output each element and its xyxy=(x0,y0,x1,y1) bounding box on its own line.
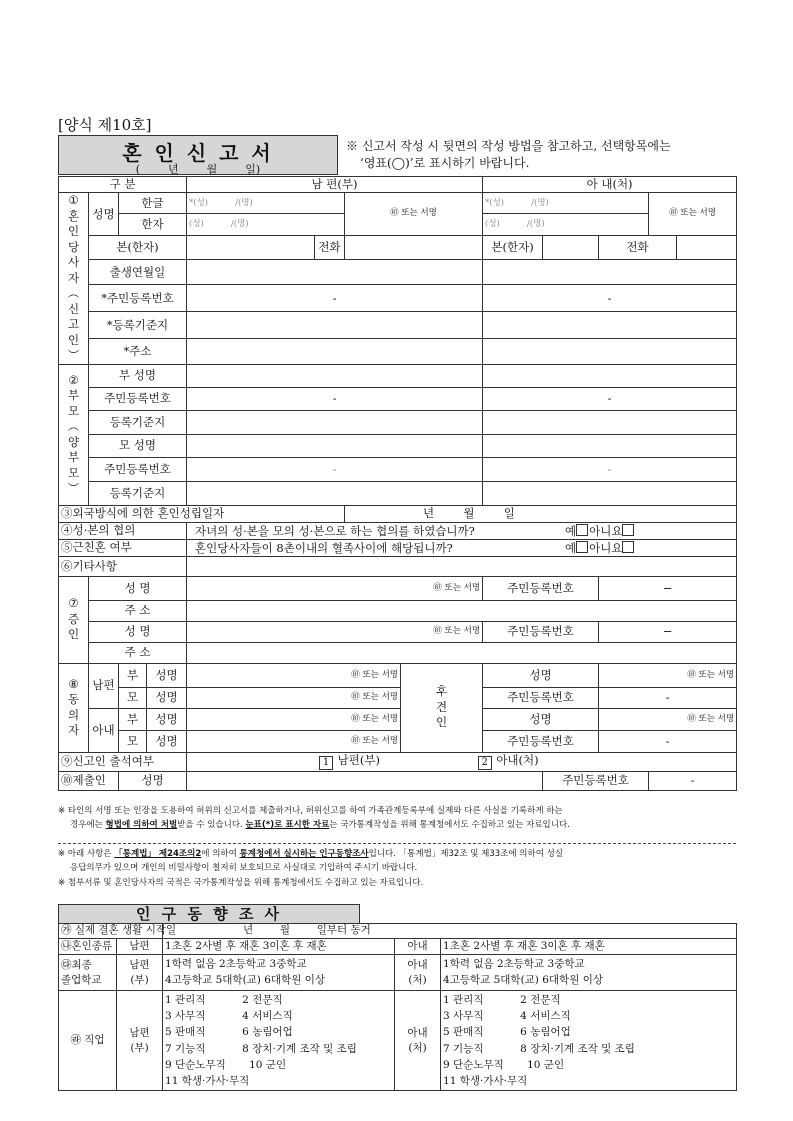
name-label: 성명 xyxy=(89,193,119,236)
guardian-label: 후 견 인 xyxy=(401,663,483,752)
consent-wife-father-name-label: 성명 xyxy=(147,708,187,730)
hanja-label: 한자 xyxy=(119,214,187,235)
witness2-seal[interactable]: ㊞ 또는 서명 xyxy=(187,621,483,642)
attendance-option1-box[interactable]: 1 xyxy=(319,756,333,770)
other-matters-label: ⑥기타사항 xyxy=(59,556,187,576)
guardian1-rrn[interactable]: - xyxy=(599,687,737,708)
guardian1-name-label: 성명 xyxy=(483,663,599,687)
report-date-line: ( 년 월 일) xyxy=(135,163,261,176)
husband-father-name[interactable] xyxy=(187,364,483,387)
wife-mother-reg-base[interactable] xyxy=(483,481,737,505)
surname-no-checkbox[interactable] xyxy=(622,524,634,536)
section2-label: ② 부 모 ︵ 양 부 모 ︶ xyxy=(59,364,89,505)
mother-rrn-label: 주민등록번호 xyxy=(89,457,187,481)
husband-father-reg-base[interactable] xyxy=(187,410,483,434)
consent-husband-mother-seal[interactable]: ㊞ 또는 서명 xyxy=(187,687,401,708)
marriage-type-husband-label: 남편 xyxy=(117,939,163,955)
surname-yes-checkbox[interactable] xyxy=(576,524,588,536)
consanguinity-no-checkbox[interactable] xyxy=(622,541,634,553)
guardian2-rrn-label: 주민등록번호 xyxy=(483,730,599,752)
witness2-address-label: 주 소 xyxy=(89,642,187,663)
witness2-name-label: 성 명 xyxy=(89,621,187,642)
witness1-rrn-label: 주민등록번호 xyxy=(483,576,599,600)
husband-seal[interactable]: ㊞ 또는 서명 xyxy=(345,193,483,236)
survey-title-box xyxy=(58,904,360,924)
consent-husband-father-name-label: 성명 xyxy=(147,663,187,687)
consent-wife-mother-seal[interactable]: ㊞ 또는 서명 xyxy=(187,730,401,752)
section8-label: ⑧ 동 의 자 xyxy=(59,663,89,752)
attendance-option2-box[interactable]: 2 xyxy=(478,756,492,770)
attendance-option2: 아내(처) xyxy=(496,752,539,767)
husband-rrn[interactable]: - xyxy=(187,285,483,312)
submitter-rrn[interactable]: - xyxy=(649,771,737,790)
consanguinity-row xyxy=(187,539,737,556)
wife-phone[interactable] xyxy=(677,235,737,259)
marriage-type-wife-label: 아내 xyxy=(395,939,441,955)
husband-father-rrn[interactable]: - xyxy=(187,387,483,410)
husband-phone-label: 전화 xyxy=(315,235,345,259)
husband-birth[interactable] xyxy=(187,259,483,285)
guardian2-name-label: 성명 xyxy=(483,708,599,730)
husband-mother-reg-base[interactable] xyxy=(187,481,483,505)
form-number: [양식 제10호] xyxy=(58,116,152,134)
section1-label: ① 혼 인 당 사 자 ︵ 신 고 인 ︶ xyxy=(59,193,89,365)
wife-bon[interactable] xyxy=(543,235,599,259)
consent-husband-label: 남편 xyxy=(89,663,119,708)
wife-address[interactable] xyxy=(483,338,737,364)
occupation-wife-options[interactable]: 1 관리직 2 전문직 3 사무직 4 서비스직 5 판매직 6 농림어업 7 기능직 8 장치·기계 조작 및 조립 9 단순노무직 10 군인 11 학생·가사·무직 xyxy=(441,991,737,1091)
witness1-address-label: 주 소 xyxy=(89,600,187,621)
father-name-label: 부 성명 xyxy=(89,364,187,387)
husband-bon[interactable] xyxy=(187,235,315,259)
surname-agreement-row xyxy=(187,522,737,539)
consent-wife-father-seal[interactable]: ㊞ 또는 서명 xyxy=(187,708,401,730)
witness1-address[interactable] xyxy=(187,600,737,621)
wife-mother-rrn[interactable]: - xyxy=(483,457,737,481)
consent-wife-mother-name-label: 성명 xyxy=(147,730,187,752)
consent-wife-mother: 모 xyxy=(119,730,147,752)
header-category: 구 분 xyxy=(59,177,187,193)
surname-no: 아니요 xyxy=(589,523,623,538)
wife-seal[interactable]: ㊞ 또는 서명 xyxy=(649,193,737,236)
husband-mother-name[interactable] xyxy=(187,434,483,457)
wife-bon-label: 본(한자) xyxy=(483,235,543,259)
instruction-text: ※ 신고서 작성 시 뒷면의 작성 방법을 참고하고, 선택항목에는 ‘영표(◯)’로 표시하기 바랍니다. xyxy=(346,139,671,170)
surname-agreement-label: ④성·본의 협의 xyxy=(59,522,187,539)
submitter-label: ⑩제출인 xyxy=(59,771,119,790)
wife-reg-base[interactable] xyxy=(483,312,737,339)
witness2-rrn-label: 주민등록번호 xyxy=(483,621,599,642)
witness2-rrn[interactable]: − xyxy=(599,621,737,642)
consanguinity-yes-checkbox[interactable] xyxy=(576,541,588,553)
witness1-seal[interactable]: ㊞ 또는 서명 xyxy=(187,576,483,600)
husband-phone[interactable] xyxy=(345,235,483,259)
husband-reg-base[interactable] xyxy=(187,312,483,339)
marriage-report-table xyxy=(58,176,737,791)
consent-husband-father-seal[interactable]: ㊞ 또는 서명 xyxy=(187,663,401,687)
rrn-label: *주민등록번호 xyxy=(89,285,187,312)
attendance-label: ⑨신고인 출석여부 xyxy=(59,752,187,771)
bon-label: 본(한자) xyxy=(89,235,187,259)
husband-hanja-name[interactable]: (성) /(명) xyxy=(187,214,345,235)
wife-father-reg-base[interactable] xyxy=(483,410,737,434)
section7-label: ⑦ 증 인 xyxy=(59,576,89,663)
witness2-address[interactable] xyxy=(187,642,737,663)
education-husband-label: 남편 (부) xyxy=(117,955,163,991)
hangul-label: 한글 xyxy=(119,193,187,214)
consent-wife-label: 아내 xyxy=(89,708,119,752)
cohabitation-start-date[interactable]: 년 월 일부터 동거 xyxy=(163,924,737,939)
wife-phone-label: 전화 xyxy=(599,235,677,259)
other-matters-field[interactable] xyxy=(187,556,737,576)
wife-birth[interactable] xyxy=(483,259,737,285)
divider xyxy=(58,843,736,844)
occupation-label: ㉱ 직업 xyxy=(59,991,117,1091)
header-wife: 아 내(처) xyxy=(483,177,737,193)
population-survey-table xyxy=(58,923,737,1091)
marriage-type-wife-options[interactable]: 1초혼 2사별 후 재혼 3이혼 후 재혼 xyxy=(441,939,737,955)
father-reg-base-label: 등록기준지 xyxy=(89,410,187,434)
surname-yes: 예 xyxy=(565,523,577,538)
occupation-husband-options[interactable]: 1 관리직 2 전문직 3 사무직 4 서비스직 5 판매직 6 농림어업 7 기능직 8 장치·기계 조작 및 조립 9 단순노무직 10 군인 11 학생·가사·무직 xyxy=(163,991,395,1091)
education-wife-options[interactable]: 1학력 없음 2초등학교 3중학교 4고등학교 5대학(교) 6대학원 이상 xyxy=(441,955,737,991)
header-husband: 남 편(부) xyxy=(187,177,483,193)
wife-father-rrn[interactable]: - xyxy=(483,387,737,410)
wife-rrn[interactable]: - xyxy=(483,285,737,312)
education-wife-label: 아내 (처) xyxy=(395,955,441,991)
consanguinity-no: 아니요 xyxy=(589,540,623,555)
occupation-wife-label: 아내 (처) xyxy=(395,991,441,1091)
legal-notice: ※ 타인의 서명 또는 인장을 도용하여 허위의 신고서를 제출하거나, 허위신고를 하여 가족관계등록부에 실제와 다른 사실을 기록하게 하는 경우에는 형법에 의하여 처벌받을 수 있습니다. 눈표(*)로 표시한 자료는 국가통계작성을 위해 통계청에서도 수집하고 있는 자료입니다. xyxy=(58,806,570,831)
guardian2-rrn[interactable]: - xyxy=(599,730,737,752)
guardian1-seal[interactable]: ㊞ 또는 서명 xyxy=(599,663,737,687)
wife-hanja-name[interactable]: (성) /(명) xyxy=(483,214,649,235)
foreign-marriage-date[interactable]: 년 월 일 xyxy=(345,505,737,522)
consent-husband-father: 부 xyxy=(119,663,147,687)
marriage-type-husband-options[interactable]: 1초혼 2사별 후 재혼 3이혼 후 재혼 xyxy=(163,939,395,955)
occupation-husband-label: 남편 (부) xyxy=(117,991,163,1091)
wife-mother-name[interactable] xyxy=(483,434,737,457)
cohabitation-start-label: ㉮ 실제 결혼 생활 시작일 xyxy=(59,924,163,939)
submitter-name[interactable] xyxy=(187,771,543,790)
guardian1-rrn-label: 주민등록번호 xyxy=(483,687,599,708)
marriage-type-label: ㉯혼인종류 xyxy=(59,939,117,955)
form-title-box xyxy=(58,135,338,175)
submitter-rrn-label: 주민등록번호 xyxy=(543,771,649,790)
attendance-options xyxy=(187,752,737,771)
submitter-name-label: 성명 xyxy=(119,771,187,790)
husband-address[interactable] xyxy=(187,338,483,364)
guardian2-seal[interactable]: ㊞ 또는 서명 xyxy=(599,708,737,730)
wife-hangul-name[interactable]: *(성) /(명) xyxy=(483,193,649,214)
form-title: 혼 인 신 고 서 xyxy=(122,141,274,165)
father-rrn-label: 주민등록번호 xyxy=(89,387,187,410)
education-label: ㉰최종 졸업학교 xyxy=(59,955,117,991)
foreign-marriage-label: ③외국방식에 의한 혼인성립일자 xyxy=(59,505,345,522)
statistics-notice: ※ 아래 사항은 「통계법」 제24조의2에 의하여 통계청에서 실시하는 인구동향조사입니다. 「통계법」제32조 및 제33조에 의하여 성실 응답의무가 있으며 개인의 비밀사항이 철저히 보호되므로 사실대로 기입하여 주시기 바랍니다. ※ 첨부서류 및 혼인당사자의 국적은 국가통계작성을 위해 통계청에서도 수집하고 있는 자료입니다. xyxy=(58,849,564,888)
husband-mother-rrn[interactable]: - xyxy=(187,457,483,481)
attendance-option1: 남편(부) xyxy=(337,752,380,767)
survey-title: 인 구 동 향 조 사 xyxy=(135,905,283,923)
mother-name-label: 모 성명 xyxy=(89,434,187,457)
consanguinity-label: ⑤근친혼 여부 xyxy=(59,539,187,556)
mother-reg-base-label: 등록기준지 xyxy=(89,481,187,505)
consent-husband-mother-name-label: 성명 xyxy=(147,687,187,708)
education-husband-options[interactable]: 1학력 없음 2초등학교 3중학교 4고등학교 5대학(교) 6대학원 이상 xyxy=(163,955,395,991)
address-label: *주소 xyxy=(89,338,187,364)
husband-hangul-name[interactable]: *(성) /(명) xyxy=(187,193,345,214)
birth-label: 출생연월일 xyxy=(89,259,187,285)
witness1-rrn[interactable]: − xyxy=(599,576,737,600)
wife-father-name[interactable] xyxy=(483,364,737,387)
surname-agreement-question: 자녀의 성·본을 모의 성·본으로 하는 협의를 하였습니까? xyxy=(195,523,475,538)
consent-husband-mother: 모 xyxy=(119,687,147,708)
reg-base-label: *등록기준지 xyxy=(89,312,187,339)
consanguinity-question: 혼인당사자들이 8촌이내의 혈족사이에 해당됩니까? xyxy=(195,540,453,555)
consanguinity-yes: 예 xyxy=(565,540,577,555)
consent-wife-father: 부 xyxy=(119,708,147,730)
witness1-name-label: 성 명 xyxy=(89,576,187,600)
